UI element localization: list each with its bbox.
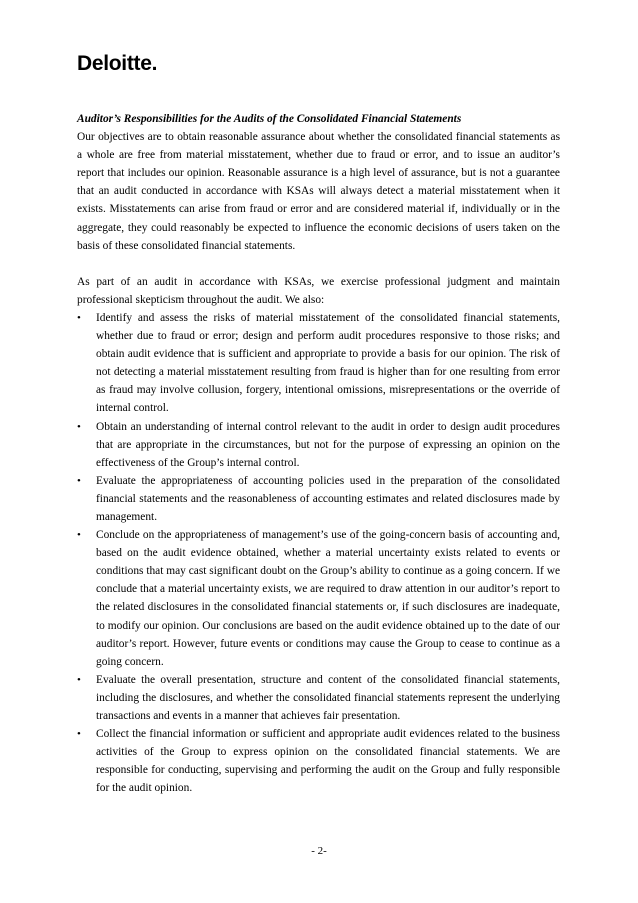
list-item-text: Collect the financial information or sufficient and appropriate audit evidences related to the business activities of the Group to express opinion on the consolidated financial statements. We are responsible for conducting, supervising and performing the audit on the Group and fully responsible for the audit opinion.: [96, 728, 560, 795]
section-heading: Auditor’s Responsibilities for the Audits of the Consolidated Financial Statements: [77, 113, 462, 125]
audit-approach-paragraph: As part of an audit in accordance with KSAs, we exercise professional judgment and maintain professional skepticism throughout the audit. We also:: [77, 275, 560, 306]
list-item-text: Obtain an understanding of internal control relevant to the audit in order to design audit procedures that are appropriate in the circumstances, but not for the purpose of expressing an opinion on the effectiveness of the Group’s internal control.: [96, 420, 560, 469]
list-item: [77, 418, 560, 472]
list-item-text: Evaluate the appropriateness of accounting policies used in the preparation of the consolidated financial statements and the reasonableness of accounting estimates and related disclosures made by management.: [96, 474, 560, 523]
responsibilities-list: [77, 309, 560, 798]
page-number: - 2-: [311, 845, 327, 857]
list-item: [77, 472, 560, 526]
list-item-text: Conclude on the appropriateness of management’s use of the going-concern basis of accounting and, based on the audit evidence obtained, whether a material uncertainty exists related to events or conditions that may cast significant doubt on the Group’s ability to continue as a going concern. If we conclude that a material uncertainty exists, we are required to draw attention in our auditor’s report to the related disclosures in the consolidated financial statements or, if such disclosures are inadequate, to modify our opinion. Our conclusions are based on the audit evidence obtained up to the date of our auditor’s report. However, future events or conditions may cause the Group to cease to continue as a going concern.: [96, 529, 560, 668]
deloitte-logo: [77, 51, 157, 77]
logo-text: Deloitte: [77, 52, 152, 75]
bullet-icon: •: [77, 728, 81, 741]
report-body: [77, 110, 560, 797]
list-item: [77, 309, 560, 418]
list-item-text: Evaluate the overall presentation, structure and content of the consolidated financial statements, including the disclosures, and whether the consolidated financial statements represent the underlying transactions and events in a manner that achieves fair presentation.: [96, 673, 560, 722]
objectives-paragraph: Our objectives are to obtain reasonable assurance about whether the consolidated financial statements as a whole are free from material misstatement, whether due to fraud or error, and to issue an auditor’s report that includes our opinion. Reasonable assurance is a high level of assurance, but is not a guarantee that an audit conducted in accordance with KSAs will always detect a material misstatement when it exists. Misstatements can arise from fraud or error and are considered material if, individually or in the aggregate, they could reasonably be expected to influence the economic decisions of users taken on the basis of these consolidated financial statements.: [77, 131, 560, 252]
list-item: [77, 671, 560, 725]
bullet-icon: •: [77, 529, 81, 542]
bullet-icon: •: [77, 474, 81, 487]
bullet-icon: •: [77, 673, 81, 686]
list-item: [77, 725, 560, 797]
bullet-icon: •: [77, 420, 81, 433]
logo-dot: .: [151, 52, 158, 75]
list-item: [77, 526, 560, 671]
list-item-text: Identify and assess the risks of material misstatement of the consolidated financial statements, whether due to fraud or error; design and perform audit procedures responsive to those risks; and obtain audit evidence that is sufficient and appropriate to provide a basis for our opinion. The risk of not detecting a material misstatement resulting from fraud is higher than for one resulting from error as fraud may involve collusion, forgery, intentional omissions, misrepresentations or the override of internal control.: [96, 311, 560, 415]
bullet-icon: •: [77, 311, 81, 324]
paragraph-spacer: [77, 255, 560, 273]
